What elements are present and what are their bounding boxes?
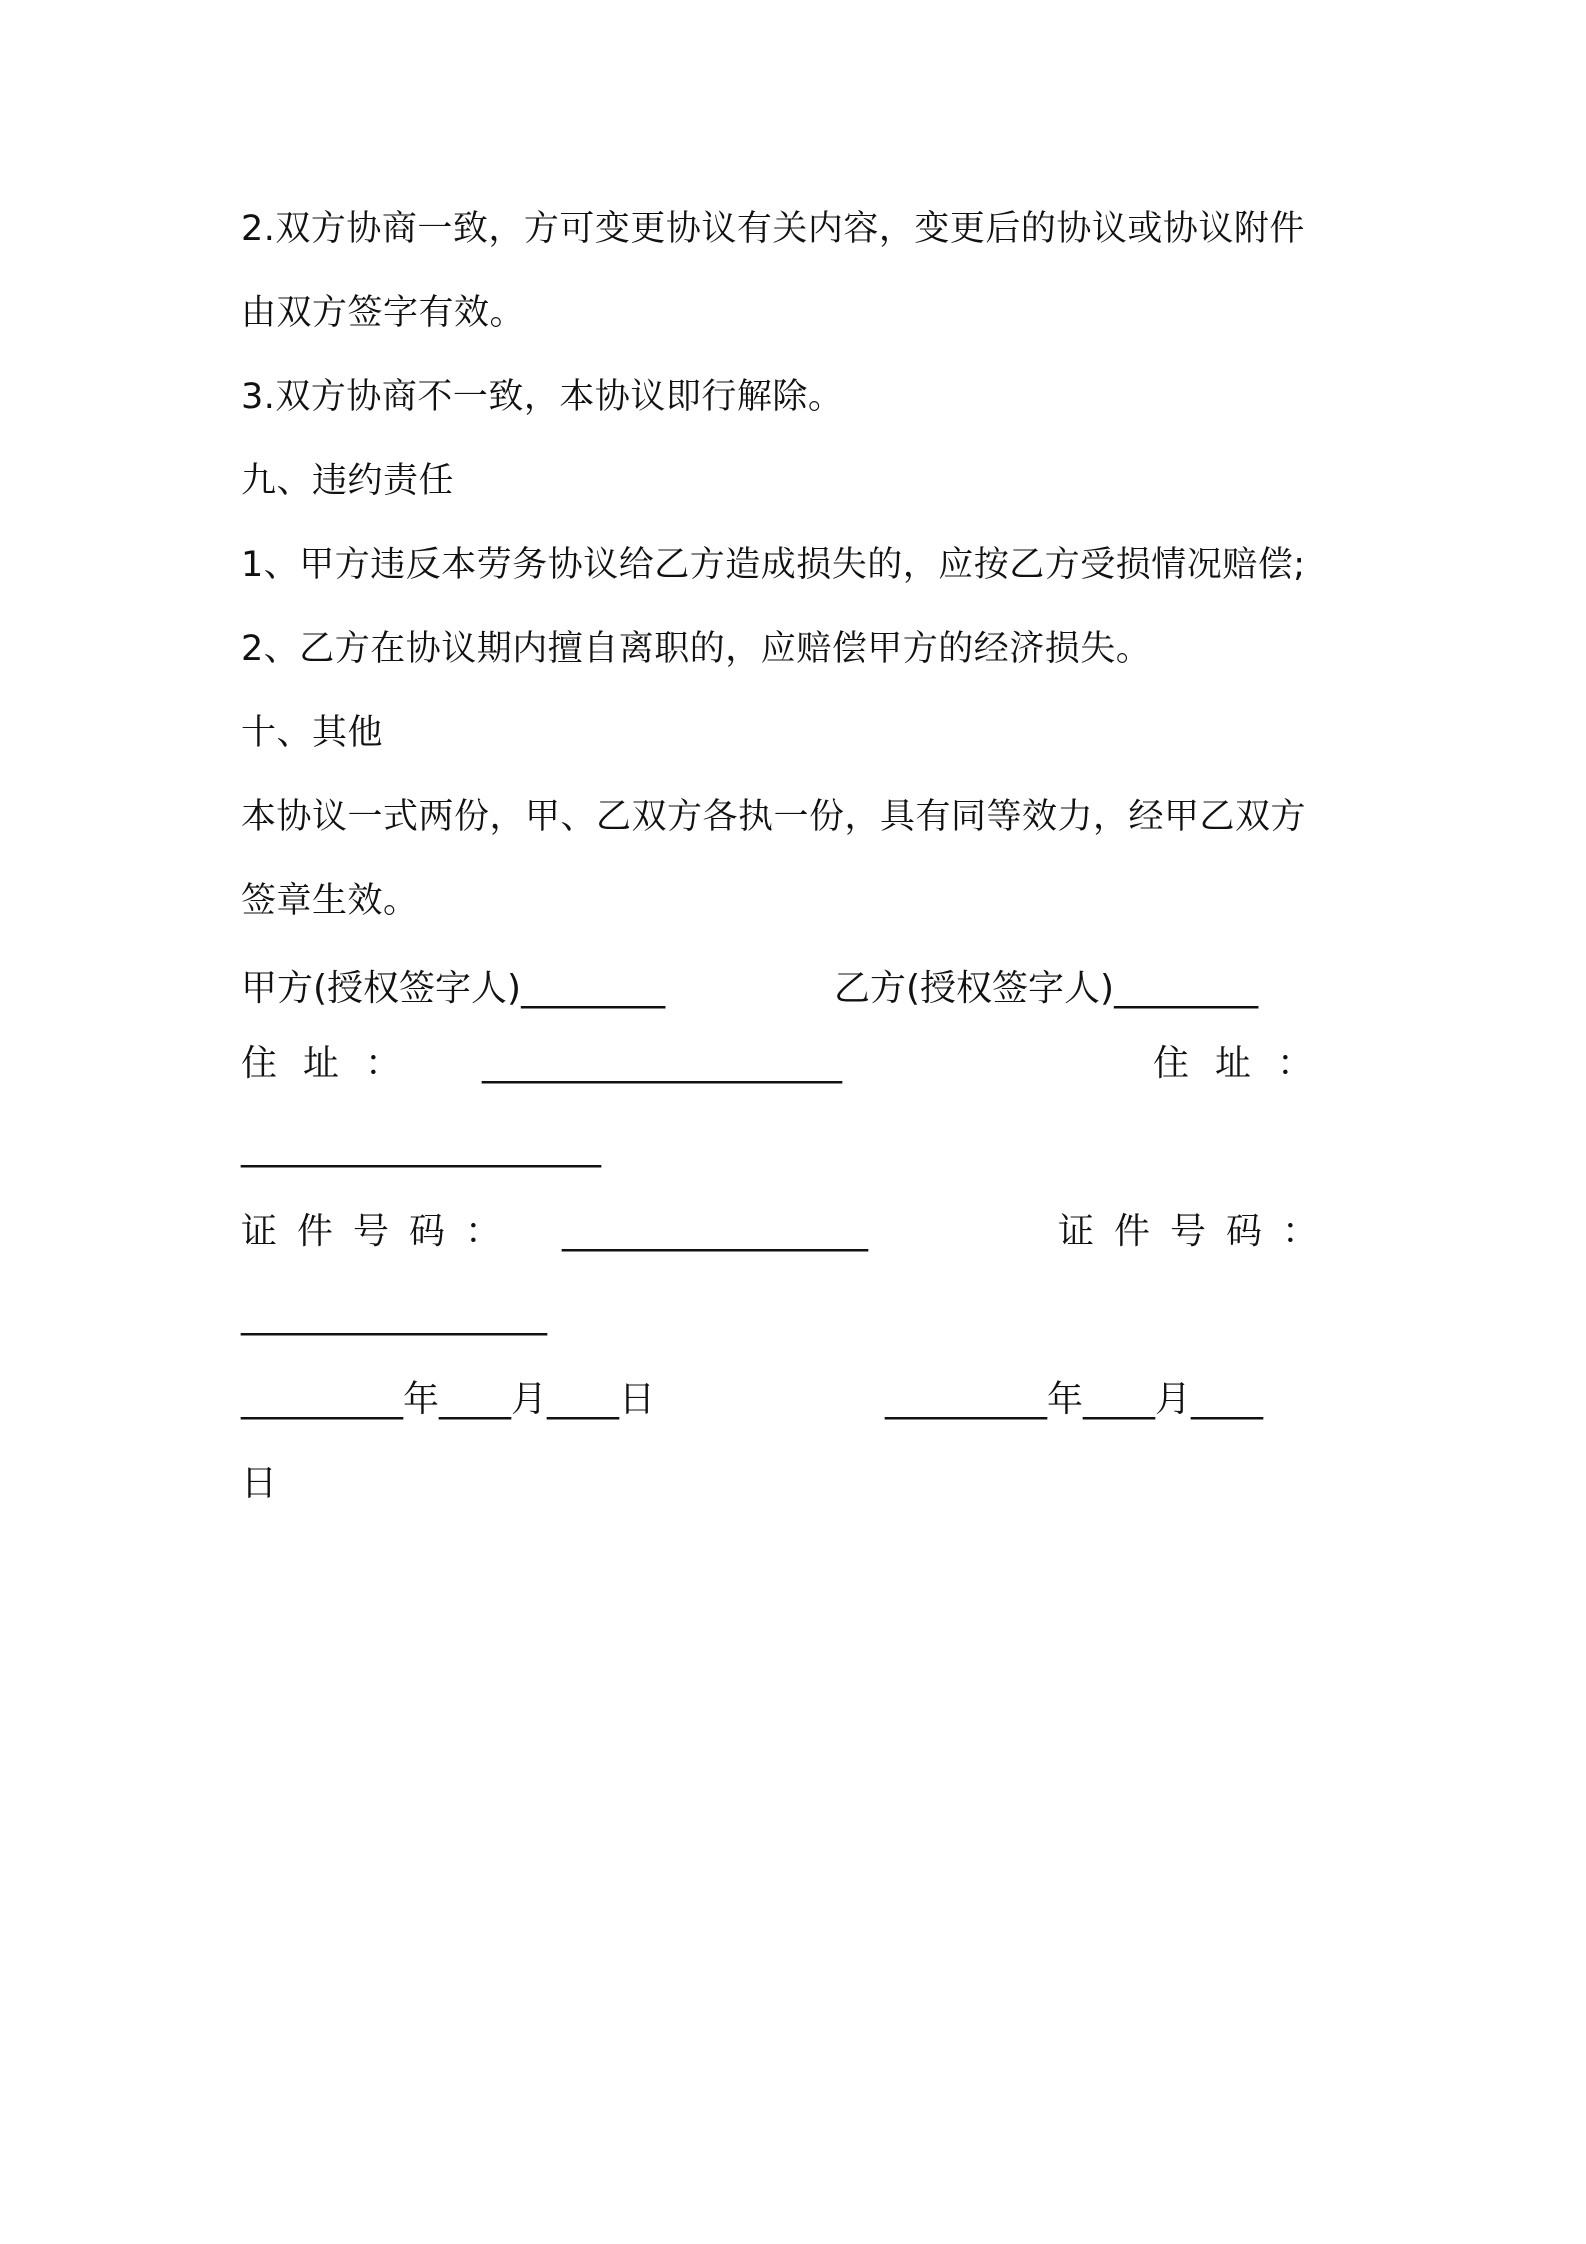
party-a-signatory	[241, 965, 665, 1013]
party-b-date-day: 日	[241, 1463, 278, 1504]
party-b-id-label: 证件号码：	[1058, 1211, 1339, 1252]
party-a-date[interactable]: _________年____月____日	[241, 1379, 655, 1420]
party-a-address-blank[interactable]: ____________________	[482, 1043, 842, 1084]
party-a-signature-blank[interactable]: ________	[521, 968, 666, 1009]
other-clause-line-2: 签章生效。	[241, 881, 419, 921]
party-b-date[interactable]: _________年____月____	[885, 1379, 1263, 1420]
party-a-label: 甲方(授权签字人)	[241, 968, 522, 1009]
section-heading-liability: 九、违约责任	[241, 461, 455, 501]
party-b-label: 乙方(授权签字人)	[834, 968, 1115, 1009]
liability-item-2: 2、乙方在协议期内擅自离职的，应赔偿甲方的经济损失。	[241, 629, 1152, 669]
party-a-address-label: 住址：	[241, 1043, 428, 1084]
party-a-id-blank[interactable]: _________________	[562, 1211, 868, 1252]
liability-item-1: 1、甲方违反本劳务协议给乙方造成损失的，应按乙方受损情况赔偿;	[241, 545, 1306, 585]
clause-2-line-1: 2.双方协商一致，方可变更协议有关内容，变更后的协议或协议附件	[241, 209, 1305, 249]
party-b-signatory	[834, 965, 1258, 1013]
party-b-id-blank[interactable]: _________________	[241, 1295, 547, 1336]
party-b-signature-blank[interactable]: ________	[1114, 968, 1259, 1009]
section-heading-other: 十、其他	[241, 713, 384, 753]
clause-3: 3.双方协商不一致，本协议即行解除。	[241, 377, 844, 417]
party-b-address-label: 住址：	[1153, 1043, 1340, 1084]
other-clause-line-1: 本协议一式两份，甲、乙双方各执一份，具有同等效力，经甲乙双方	[241, 797, 1307, 837]
party-b-address-blank[interactable]: ____________________	[241, 1127, 601, 1168]
party-a-id-label: 证件号码：	[241, 1211, 522, 1252]
clause-2-line-2: 由双方签字有效。	[241, 293, 526, 333]
